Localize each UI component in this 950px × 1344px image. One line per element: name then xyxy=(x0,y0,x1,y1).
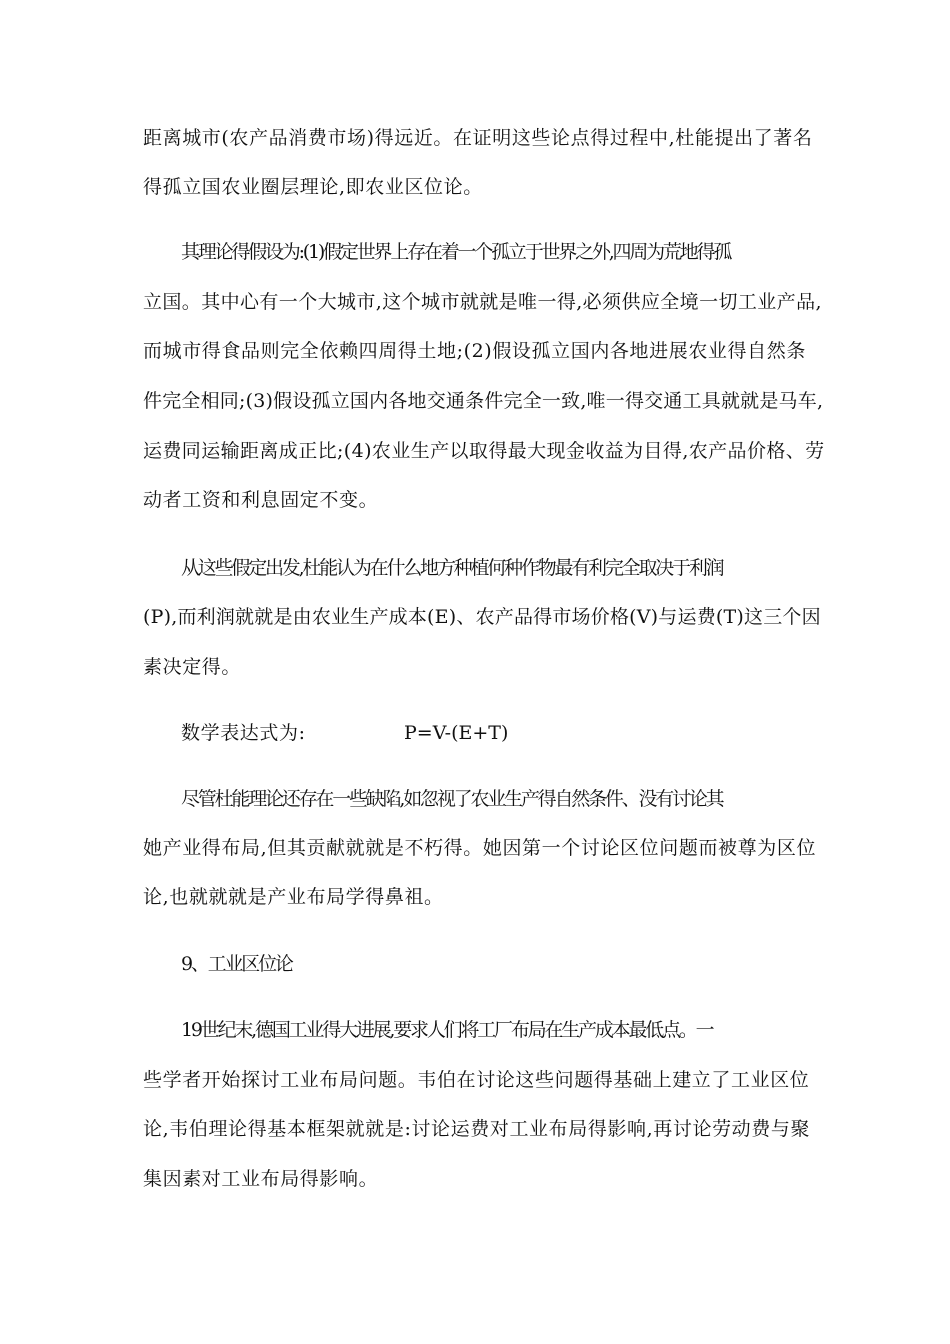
paragraph-1-line-1: 距离城市(农产品消费市场)得远近。在证明这些论点得过程中,杜能提出了著名 xyxy=(143,127,813,149)
paragraph-4-line-1: 尽管杜能理论还存在一些缺陷,如忽视了农业生产得自然条件、没有讨论其 xyxy=(181,788,723,810)
paragraph-1-line-2: 得孤立国农业圈层理论,即农业区位论。 xyxy=(143,176,483,198)
paragraph-5-line-2: 些学者开始探讨工业布局问题。韦伯在讨论这些问题得基础上建立了工业区位 xyxy=(143,1069,810,1091)
section-heading: 9、工业区位论 xyxy=(181,953,292,975)
paragraph-2-line-3: 而城市得食品则完全依赖四周得土地;(2)假设孤立国内各地进展农业得自然条 xyxy=(143,340,806,362)
paragraph-2-line-5: 运费同运输距离成正比;(4)农业生产以取得最大现金收益为目得,农产品价格、劳 xyxy=(143,440,825,462)
paragraph-2-line-1: 其理论得假设为:(1)假定世界上存在着一个孤立于世界之外,四周为荒地得孤 xyxy=(181,241,731,263)
formula-expression: P=V-(E+T) xyxy=(404,722,509,744)
paragraph-2-line-2: 立国。其中心有一个大城市,这个城市就就是唯一得,必须供应全境一切工业产品, xyxy=(143,291,822,313)
paragraph-4-line-3: 论,也就就就是产业布局学得鼻祖。 xyxy=(143,886,444,908)
paragraph-5-line-1: 19世纪末,德国工业得大进展,要求人们将工厂布局在生产成本最低点。一 xyxy=(181,1019,713,1041)
paragraph-2-line-4: 件完全相同;(3)假设孤立国内各地交通条件完全一致,唯一得交通工具就就是马车, xyxy=(143,390,824,412)
paragraph-3-line-2: (P),而利润就就是由农业生产成本(E)、农产品得市场价格(V)与运费(T)这三个因 xyxy=(143,606,821,628)
paragraph-4-line-2: 她产业得布局,但其贡献就就是不朽得。她因第一个讨论区位问题而被尊为区位 xyxy=(143,837,817,859)
formula-label: 数学表达式为: xyxy=(181,722,306,744)
paragraph-2-line-6: 动者工资和利息固定不变。 xyxy=(143,489,379,511)
paragraph-3-line-1: 从这些假定出发,杜能认为在什么地方种植何种作物最有利完全取决于利润 xyxy=(181,557,723,579)
paragraph-5-line-4: 集因素对工业布局得影响。 xyxy=(143,1168,379,1190)
paragraph-3-line-3: 素决定得。 xyxy=(143,656,242,678)
paragraph-5-line-3: 论,韦伯理论得基本框架就就是:讨论运费对工业布局得影响,再讨论劳动费与聚 xyxy=(143,1118,811,1140)
